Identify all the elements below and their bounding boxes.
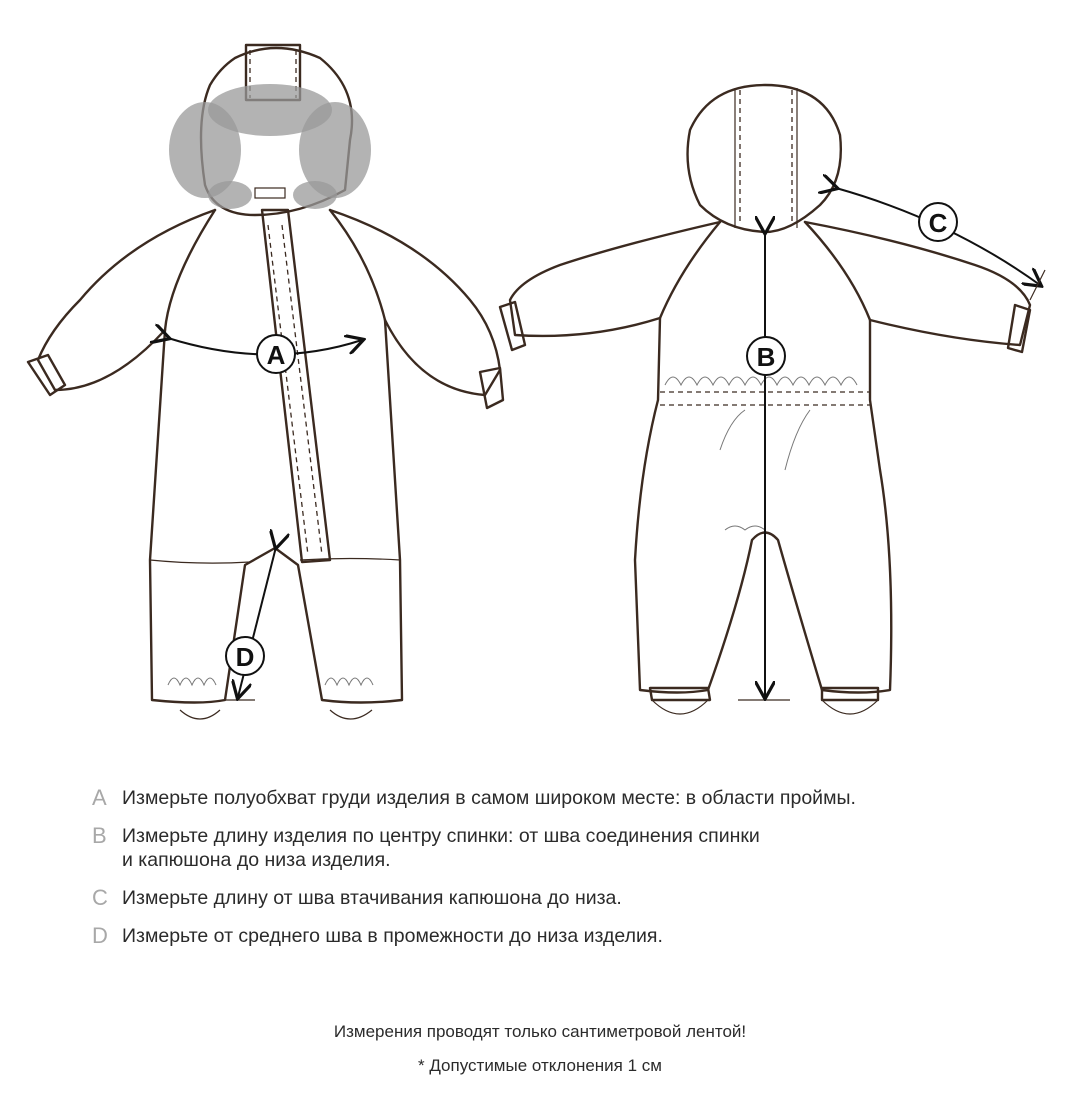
tape-only-note: Измерения проводят только сантиметровой лентой! (333, 1022, 747, 1041)
instruction-d (92, 924, 1032, 948)
marker-d (226, 637, 264, 675)
svg-text:A: A (266, 340, 286, 370)
instruction-a (92, 786, 1032, 810)
marker-c (919, 203, 957, 241)
svg-text:B: B (756, 342, 776, 372)
tolerance-note: * Допустимые отклонения 1 см (418, 1056, 662, 1075)
instruction-letter: B (92, 823, 107, 848)
fur-trim (169, 84, 371, 209)
instruction-letter: A (92, 785, 107, 810)
svg-text:D: D (235, 642, 255, 672)
instruction-letter: C (92, 885, 108, 910)
marker-b (747, 337, 785, 375)
measurement-instructions (92, 786, 1032, 962)
front-view-garment (28, 45, 503, 719)
instruction-text: Измерьте полуобхват груди изделия в самом широком месте: в области проймы. (122, 787, 856, 809)
instruction-text: Измерьте длину от шва втачивания капюшона до низа. (122, 887, 622, 909)
instruction-letter: D (92, 923, 108, 948)
instruction-c (92, 886, 1032, 910)
instruction-text: Измерьте от среднего шва в промежности до низа изделия. (122, 925, 663, 947)
svg-text:C: C (928, 208, 948, 238)
back-view-garment (500, 85, 1045, 714)
instruction-b (92, 824, 1032, 872)
instruction-text: Измерьте длину изделия по центру спинки: от шва соединения спинки и капюшона до низа изделия. (122, 825, 760, 871)
marker-a (257, 335, 295, 373)
